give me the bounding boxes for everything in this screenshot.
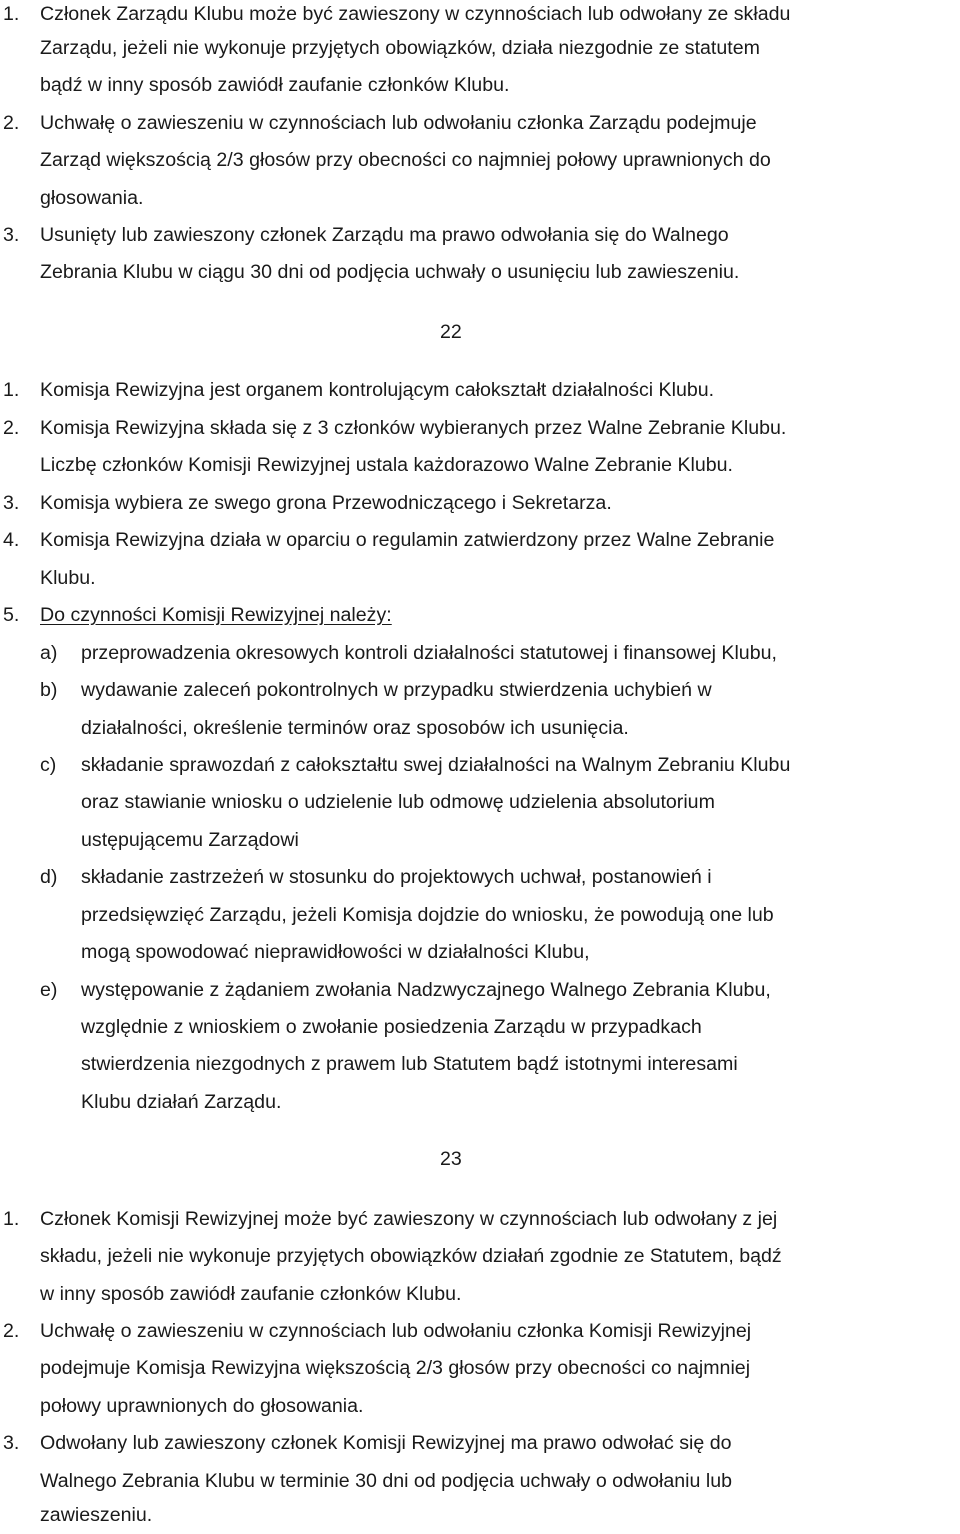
subitem-letter: c) [40,754,57,776]
item-number: 2. [3,112,20,134]
item-text: Klubu. [40,567,96,589]
item-text: Komisja Rewizyjna składa się z 3 członków wybieranych przez Walne Zebranie Klubu. [40,417,787,439]
item-text: Zarząd większością 2/3 głosów przy obecności co najmniej połowy uprawnionych do [40,149,771,171]
subitem-letter: b) [40,679,58,701]
item-number: 1. [3,379,20,401]
item-text: Liczbę członków Komisji Rewizyjnej ustala każdorazowo Walne Zebranie Klubu. [40,454,733,476]
item-text: Komisja Rewizyjna jest organem kontrolującym całokształt działalności Klubu. [40,379,715,401]
item-number: 1. [3,1208,20,1230]
subitem-text: występowanie z żądaniem zwołania Nadzwyczajnego Walnego Zebrania Klubu, [81,979,771,1001]
item-text: Członek Komisji Rewizyjnej może być zawieszony w czynnościach lub odwołany z jej [40,1208,778,1230]
item-text: zawieszeniu. [40,1504,153,1526]
item-number: 2. [3,417,20,439]
subitem-letter: e) [40,979,58,1001]
item-text: połowy uprawnionych do głosowania. [40,1395,364,1417]
subitem-text: wydawanie zaleceń pokontrolnych w przypadku stwierdzenia uchybień w [81,679,712,701]
section-23-heading: 23 [440,1148,462,1170]
item-number: 1. [3,3,20,25]
subitem-text: mogą spowodować nieprawidłowości w działalności Klubu, [81,941,590,963]
item-number: 5. [3,604,20,626]
subitem-text: składanie zastrzeżeń w stosunku do projektowych uchwał, postanowień i [81,866,712,888]
section-22-heading: 22 [440,321,462,343]
item-text: Zarządu, jeżeli nie wykonuje przyjętych obowiązków, działa niezgodnie ze statutem [40,37,760,59]
item-text: Uchwałę o zawieszeniu w czynnościach lub odwołaniu członka Komisji Rewizyjnej [40,1320,752,1342]
subitem-letter: a) [40,642,58,664]
item-text: Uchwałę o zawieszeniu w czynnościach lub odwołaniu członka Zarządu podejmuje [40,112,757,134]
item-text: Członek Zarządu Klubu może być zawieszony w czynnościach lub odwołany ze składu [40,3,791,25]
item-text: w inny sposób zawiódł zaufanie członków Klubu. [40,1283,462,1305]
item-text: Zebrania Klubu w ciągu 30 dni od podjęcia uchwały o usunięciu lub zawieszeniu. [40,261,740,283]
item-text: podejmuje Komisja Rewizyjna większością 2/3 głosów przy obecności co najmniej [40,1357,751,1379]
item-text: bądź w inny sposób zawiódł zaufanie członków Klubu. [40,74,510,96]
item-text: składu, jeżeli nie wykonuje przyjętych obowiązków działań zgodnie ze Statutem, bądź [40,1245,782,1267]
item-number: 3. [3,1432,20,1454]
item-number: 3. [3,492,20,514]
subitem-text: składanie sprawozdań z całokształtu swej działalności na Walnym Zebraniu Klubu [81,754,791,776]
item-text: Komisja wybiera ze swego grona Przewodniczącego i Sekretarza. [40,492,612,514]
item-text: Walnego Zebrania Klubu w terminie 30 dni od podjęcia uchwały o odwołaniu lub [40,1470,733,1492]
item-text-underlined: Do czynności Komisji Rewizyjnej należy: [40,604,392,626]
subitem-letter: d) [40,866,58,888]
subitem-text: stwierdzenia niezgodnych z prawem lub Statutem bądź istotnymi interesami [81,1053,738,1075]
item-text: Komisja Rewizyjna działa w oparciu o regulamin zatwierdzony przez Walne Zebranie [40,529,775,551]
subitem-text: działalności, określenie terminów oraz sposobów ich usunięcia. [81,717,629,739]
subitem-text: oraz stawianie wniosku o udzielenie lub odmowę udzielenia absolutorium [81,791,715,813]
subitem-text: Klubu działań Zarządu. [81,1091,282,1113]
item-text: Usunięty lub zawieszony członek Zarządu ma prawo odwołania się do Walnego [40,224,729,246]
item-text: Odwołany lub zawieszony członek Komisji Rewizyjnej ma prawo odwołać się do [40,1432,732,1454]
subitem-text: względnie z wnioskiem o zwołanie posiedzenia Zarządu w przypadkach [81,1016,702,1038]
item-number: 2. [3,1320,20,1342]
item-number: 3. [3,224,20,246]
subitem-text: ustępującemu Zarządowi [81,829,299,851]
subitem-text: przedsięwzięć Zarządu, jeżeli Komisja dojdzie do wniosku, że powodują one lub [81,904,774,926]
item-number: 4. [3,529,20,551]
subitem-text: przeprowadzenia okresowych kontroli działalności statutowej i finansowej Klubu, [81,642,777,664]
item-text: głosowania. [40,187,144,209]
